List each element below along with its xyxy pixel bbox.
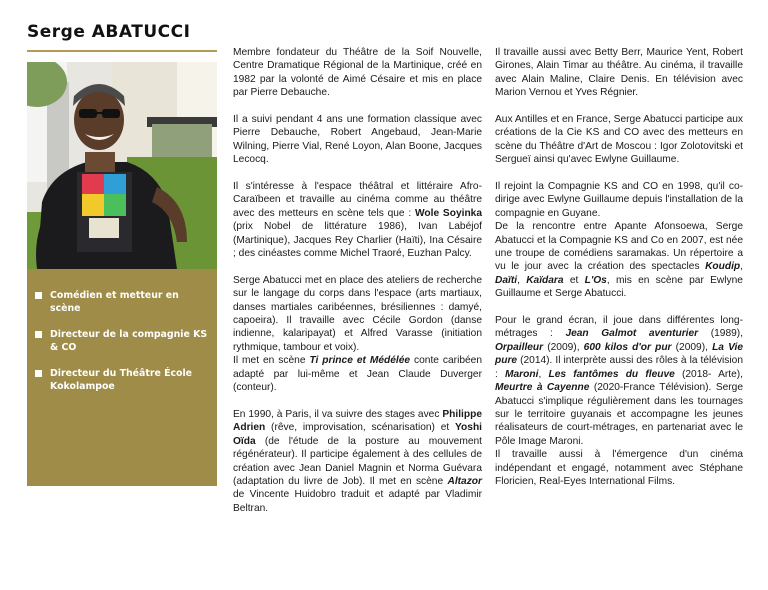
square-bullet-icon (35, 331, 42, 338)
title-divider (27, 50, 217, 52)
role-item: Directeur du Théâtre École Kokolampoe (35, 367, 211, 393)
bio-paragraph: Aux Antilles et en France, Serge Abatucci participe aux créations de la Cie KS and CO avec des metteurs en scène du Théâtre d'Art de Moscou : Igor Zolotovitski et Sergueï ainsi qu'avec Ewlyne Guillaume. (495, 114, 743, 166)
page-title: Serge ABATUCCI (27, 22, 191, 42)
biography-column-2 (495, 46, 743, 502)
bio-paragraph: Serge Abatucci met en place des ateliers de recherche sur le langage du corps dans l'espace (arts martiaux, danses martiales caribéennes, brésiliennes : damyé, capoeira). Il travaille avec Cécile Gordon (danse indienne, kalaripayat) et Alfred Varasse (initiation rythmique, tambour et voix). (233, 274, 482, 353)
biography-column-1 (233, 46, 482, 529)
bio-paragraph: En 1990, à Paris, il va suivre des stages avec Philippe Adrien (rêve, improvisation, scénarisation) et Yoshi Oïda (de l'étude de la posture au mouvement régénérateur). Il participe également à des cellules de création avec Jean Daniel Magnin et Norma Guévara (adaptation du livre de Job). Il met en scène Altazor de Vincente Huidobro traduit et adapté par Vladimir Beltran. (233, 408, 482, 514)
bio-paragraph: Il s'intéresse à l'espace théâtral et littéraire Afro-Caraïbeen et travaille au cinéma comme au théâtre avec des metteurs en scène tels que : Wole Soyinka (prix Nobel de littérature 1986), Ivan Labéjof (Martinique), Jacques Rey Charlier (Haïti), Ina Césaire ; des cinéastes comme Michel Traoré, Euzhan Palcy. (233, 181, 482, 260)
bio-paragraph: Membre fondateur du Théâtre de la Soif Nouvelle, Centre Dramatique Régional de la Martinique, créé en 1982 par la volonté de Aimé Césaire et mis en place par Pierre Debauche. (233, 47, 482, 99)
square-bullet-icon (35, 292, 42, 299)
role-item: Comédien et metteur en scène (35, 289, 211, 315)
square-bullet-icon (35, 370, 42, 377)
bio-paragraph: Il a suivi pendant 4 ans une formation classique avec Pierre Debauche, Robert Angebaud, Jean-Marie Wilning, Pierre Vial, René Loyon, Alan Boone, Jacques Lecocq. (233, 114, 482, 166)
bio-paragraph: Pour le grand écran, il joue dans différentes long-métrages : Jean Galmot aventurier (1989), Orpailleur (2009), 600 kilos d'or pur (2009), La Vie pure (2014). Il interprète aussi des rôles à la télévision : Maroni, Les fantômes du fleuve (2018- Arte), Meurtre à Cayenne (2020-France Télévision). Serge Abatucci s'implique régulièrement dans les tournages sur le territoire guyanais et accompagne les jeunes réalisateurs de court-métrages, en partenariat avec le Pôle Image Maroni. (495, 315, 744, 447)
bio-paragraph: De la rencontre entre Apante Afonsoewa, Serge Abatucci et la Compagnie KS and Co en 2007, est née une troupe de comédiens saramakas. Un répertoire a vu le jour avec la création des spectacles Koudip, Daïti, Kaïdara et L'Os, mis en scène par Ewlyne Guillaume et Serge Abatucci. (495, 221, 743, 300)
bio-paragraph: Il rejoint la Compagnie KS and CO en 1998, qu'il co-dirige avec Ewlyne Guillaume depuis l'installation de la compagnie en Guyane. (495, 181, 743, 219)
bio-paragraph: Il travaille aussi à l'émergence d'un cinéma indépendant et engagé, notamment avec Stéphane Floricien, Real-Eyes International Films. (495, 449, 743, 487)
bio-paragraph: Il met en scène Ti prince et Médélée conte caribéen adapté par lui-même et Jean Claude Duverger (conteur). (233, 355, 482, 394)
bio-paragraph: Il travaille aussi avec Betty Berr, Maurice Yent, Robert Girones, Alain Timar au théâtre. Au cinéma, il travaille avec Alain Maline, Claire Denis. En télévision avec Marion Vernou et Yves Régnier. (495, 47, 743, 99)
portrait-photo (27, 62, 217, 269)
role-item: Directeur de la compagnie KS & CO (35, 328, 211, 354)
roles-panel (27, 269, 217, 486)
